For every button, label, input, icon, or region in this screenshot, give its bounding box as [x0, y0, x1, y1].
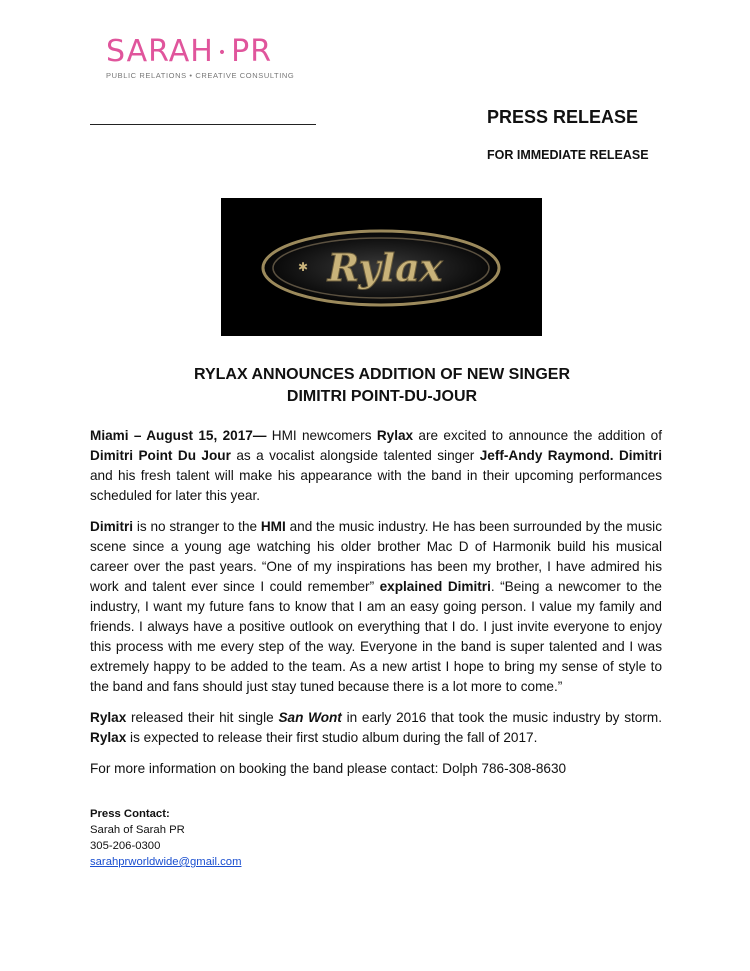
p2-bold-3: explained Dimitri	[379, 579, 491, 594]
p3-text-1: released their hit single	[126, 710, 279, 725]
logo-star-icon: ✱	[297, 260, 309, 274]
logo-band-name: Rylax	[327, 245, 443, 290]
headline-line-1: RYLAX ANNOUNCES ADDITION OF NEW SINGER	[193, 366, 570, 383]
p1-bold-2: Dimitri Point Du Jour	[90, 448, 231, 463]
logo-tagline: PUBLIC RELATIONS • CREATIVE CONSULTING	[106, 70, 295, 80]
paragraph-booking: For more information on booking the band please contact: Dolph 786-308-8630	[90, 761, 567, 776]
logo-pr-text: PR	[231, 34, 273, 69]
p2-bold-1: Dimitri	[90, 519, 134, 534]
press-contact-label: Press Contact:	[90, 808, 170, 820]
press-contact-email-link[interactable]: sarahprworldwide@gmail.com	[90, 856, 242, 868]
press-contact-phone: 305-206-0300	[90, 840, 161, 852]
p3-bold-1: Rylax	[90, 710, 127, 725]
p2-text-1: is no stranger to the	[133, 519, 261, 534]
p1-bold-1: Rylax	[376, 428, 414, 443]
rylax-logo-graphic	[221, 198, 542, 336]
p1-text-3: as a vocalist alongside talented singer	[230, 448, 480, 463]
p3-text-2: in early 2016 that took the music industry by storm.	[341, 710, 662, 725]
dateline: Miami – August 15, 2017—	[90, 428, 267, 443]
p1-text-1: HMI newcomers	[266, 428, 377, 443]
press-contact	[90, 806, 241, 870]
p1-bold-3: Jeff-Andy Raymond. Dimitri	[479, 448, 662, 463]
press-contact-name: Sarah of Sarah PR	[90, 824, 185, 836]
rylax-logo-image	[221, 198, 542, 336]
signature-rule	[90, 124, 316, 125]
p2-bold-2: HMI	[260, 519, 286, 534]
press-release-title: PRESS RELEASE	[487, 107, 639, 127]
immediate-release-label: FOR IMMEDIATE RELEASE	[487, 148, 649, 162]
logo-wordmark	[106, 36, 306, 69]
headline-line-2: DIMITRI POINT-DU-JOUR	[286, 388, 478, 405]
p1-text-2: are excited to announce the addition of	[413, 428, 662, 443]
p2-text-2: and the music industry. He has been surrounded by the music scene since a young age watching his older brother Mac D of Harmonik build his musical career over the past years. “One of my inspirations has been my brother, I have admired his work and talent ever since I could remember”	[90, 519, 662, 594]
paragraph-single	[90, 708, 662, 748]
p3-text-3: is expected to release their first studio album during the fall of 2017.	[126, 730, 538, 745]
sarah-pr-logo	[106, 36, 306, 80]
p3-single-title: San Wont	[278, 710, 342, 725]
article-body	[90, 426, 662, 790]
p2-text-3: . “Being a newcomer to the industry, I want my future fans to know that I am an easy going person. I value my family and friends. I always have a positive outlook on everything that I do. I just invite everyone to enjoy this process with me every step of the way. Everyone in the band is super talented and I was extremely happy to be added to the team. As a new artist I hope to bring my sense of style to the band and fans should just stay tuned because there is a lot more to come.”	[90, 579, 662, 694]
p3-bold-2: Rylax	[90, 730, 127, 745]
paragraph-intro	[90, 426, 662, 506]
logo-dot: •	[217, 44, 228, 61]
headline	[90, 364, 674, 408]
paragraph-dimitri	[90, 517, 662, 697]
logo-main-text: SARAH	[106, 34, 214, 69]
p1-text-4: and his fresh talent will make his appearance with the band in their upcoming performances scheduled for later this year.	[90, 468, 662, 503]
